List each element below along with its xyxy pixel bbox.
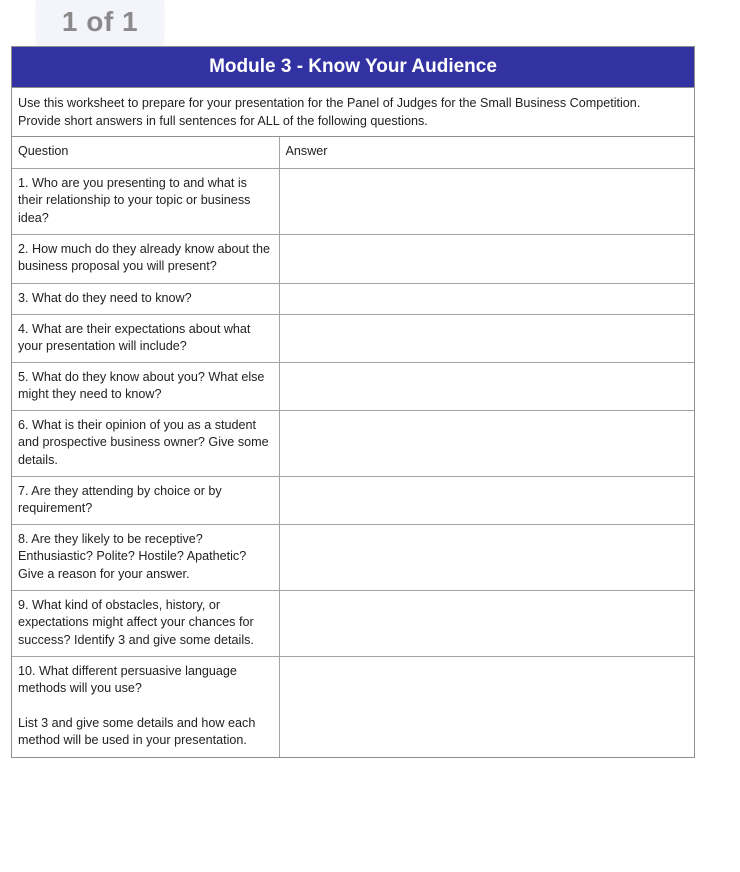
question-cell: 4. What are their expectations about what your presentation will include? [12,314,279,362]
question-cell [12,656,279,757]
answer-cell[interactable] [279,283,694,314]
question-cell: 5. What do they know about you? What else might they need to know? [12,362,279,410]
answer-cell[interactable] [279,362,694,410]
instructions-line-2: Provide short answers in full sentences for ALL of the following questions. [18,113,428,128]
question-cell: 1. Who are you presenting to and what is their relationship to your topic or business idea? [12,168,279,234]
answer-cell[interactable] [279,656,694,757]
question-extra-text: List 3 and give some details and how each method will be used in your presentation. [18,715,256,747]
answer-cell[interactable] [279,234,694,283]
question-cell: 3. What do they need to know? [12,283,279,314]
question-text: 10. What different persuasive language methods will you use? [18,663,237,695]
question-cell: 6. What is their opinion of you as a student and prospective business owner? Give some details. [12,410,279,476]
table-row [12,168,694,234]
table-row [12,234,694,283]
answer-cell[interactable] [279,314,694,362]
table-row [12,476,694,524]
question-cell: 9. What kind of obstacles, history, or expectations might affect your chances for success? Identify 3 and give some details. [12,590,279,656]
instructions-line-1: Use this worksheet to prepare for your presentation for the Panel of Judges for the Small Business Competition. [18,96,641,110]
answer-cell[interactable] [279,168,694,234]
table-header-row [12,137,694,168]
table-row [12,590,694,656]
table-row [12,283,694,314]
worksheet-title: Module 3 - Know Your Audience [12,47,694,88]
question-column-header: Question [12,137,279,168]
answer-cell[interactable] [279,590,694,656]
answer-cell[interactable] [279,476,694,524]
table-row [12,656,694,757]
answer-cell[interactable] [279,410,694,476]
question-table [12,137,694,757]
answer-cell[interactable] [279,524,694,590]
question-cell: 8. Are they likely to be receptive? Enthusiastic? Polite? Hostile? Apathetic? Give a reason for your answer. [12,524,279,590]
worksheet-instructions [12,88,694,137]
question-cell: 2. How much do they already know about the business proposal you will present? [12,234,279,283]
worksheet [11,46,695,758]
table-row [12,362,694,410]
page-indicator: 1 of 1 [36,0,164,50]
answer-column-header: Answer [279,137,694,168]
table-row [12,524,694,590]
question-cell: 7. Are they attending by choice or by requirement? [12,476,279,524]
table-row [12,314,694,362]
table-row [12,410,694,476]
